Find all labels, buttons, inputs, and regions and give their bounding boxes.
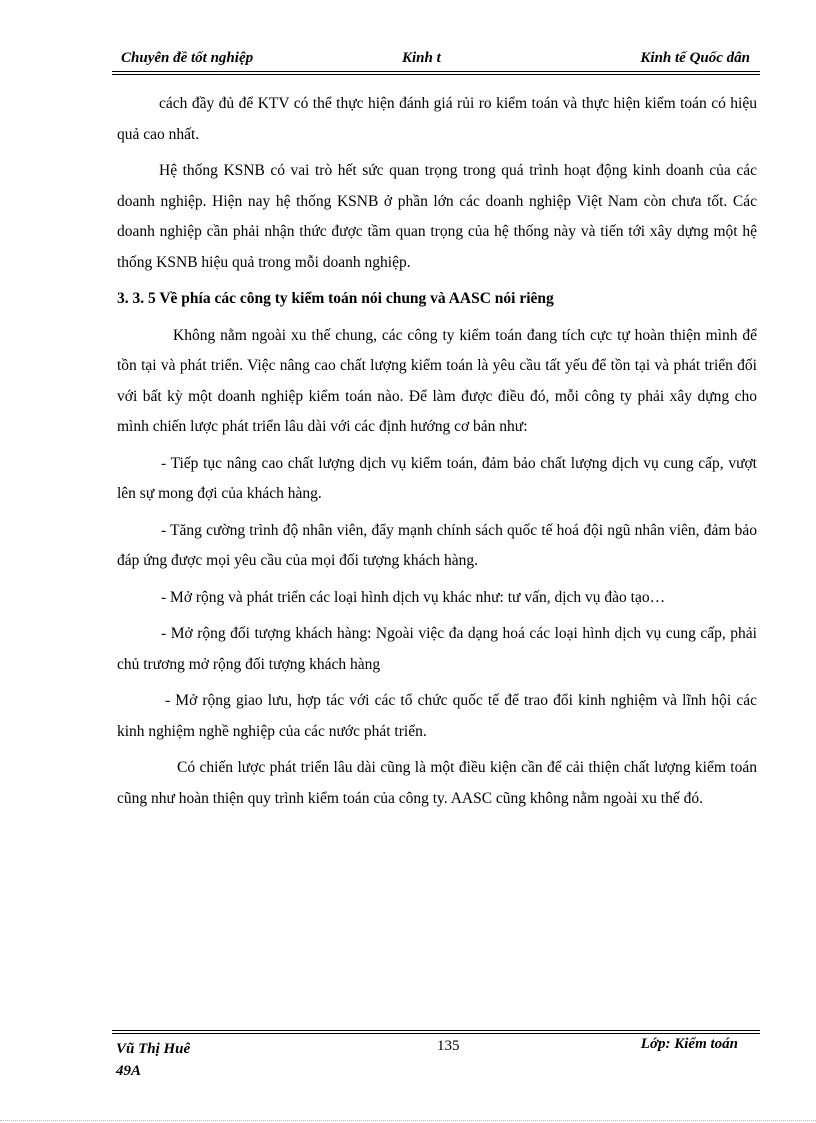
- header-thesis-title: Chuyên đề tốt nghiệp: [121, 50, 254, 66]
- page-footer: [112, 1036, 760, 1086]
- header-rule-thick: [112, 71, 760, 72]
- page-edge: [0, 1120, 816, 1121]
- footer-rule-thin: [112, 1030, 760, 1031]
- bullet-item-2: - Tăng cường trình độ nhân viên, đẩy mạnh chính sách quốc tế hoá đội ngũ nhân viên, đảm bảo đáp ứng được mọi yêu cầu của mọi đối tượng khách hàng.: [117, 521, 757, 569]
- author-name: Vũ Thị Huê: [116, 1041, 191, 1057]
- header-middle-text: Kinh t: [402, 50, 441, 66]
- author-cohort: 49A: [116, 1063, 142, 1079]
- bullet-item-4: - Mở rộng đối tượng khách hàng: Ngoài việc đa dạng hoá các loại hình dịch vụ cung cấp, phải chủ trương mở rộng đối tượng khách hàng: [117, 625, 757, 673]
- footer-class: Lớp: Kiểm toán: [640, 1036, 738, 1052]
- paragraph-conclusion: Có chiến lược phát triển lâu dài cũng là một điều kiện cần để cải thiện chất lượng kiểm toán cũng như hoàn thiện quy trình kiểm toán của công ty. AASC cũng không nằm ngoài xu thế đó.: [117, 759, 757, 807]
- paragraph-continuation: cách đầy đủ để KTV có thể thực hiện đánh giá rủi ro kiểm toán và thực hiện kiểm toán có hiệu quả cao nhất.: [117, 95, 757, 143]
- bullet-item-5: - Mở rộng giao lưu, hợp tác với các tổ chức quốc tế để trao đổi kinh nghiệm và lĩnh hội các kinh nghiệm nghề nghiệp của các nước phát triển.: [117, 692, 757, 740]
- bullet-item-3: - Mở rộng và phát triển các loại hình dịch vụ khác như: tư vấn, dịch vụ đào tạo…: [161, 588, 666, 606]
- bullet-item-1: - Tiếp tục nâng cao chất lượng dịch vụ kiểm toán, đảm bảo chất lượng dịch vụ cung cấp, vượt lên sự mong đợi của khách hàng.: [117, 454, 757, 502]
- section-heading: 3. 3. 5 Về phía các công ty kiểm toán nói chung và AASC nói riêng: [117, 290, 554, 307]
- footer-rule-thick: [112, 1033, 760, 1034]
- paragraph-intro: Không nằm ngoài xu thế chung, các công ty kiểm toán đang tích cực tự hoàn thiện mình để tồn tại và phát triển. Việc nâng cao chất lượng kiểm toán là yêu cầu tất yếu để tồn tại và phát triển đối với bất kỳ một doanh nghiệp kiểm toán nào. Để làm được điều đó, mỗi công ty phải xây dựng cho mình chiến lược phát triển lâu dài với các định hướng cơ bản như:: [117, 326, 757, 435]
- page-body: [117, 89, 757, 820]
- header-university: Kinh tế Quốc dân: [640, 50, 750, 66]
- page-number: 135: [437, 1038, 460, 1054]
- paragraph-ksnb: Hệ thống KSNB có vai trò hết sức quan trọng trong quá trình hoạt động kinh doanh của các doanh nghiệp. Hiện nay hệ thống KSNB ở phần lớn các doanh nghiệp Việt Nam còn chưa tốt. Các doanh nghiệp cần phải nhận thức được tầm quan trọng của hệ thống này và tiến tới xây dựng một hệ thống KSNB hiệu quả trong mỗi doanh nghiệp.: [117, 162, 757, 271]
- page-header: [112, 46, 760, 70]
- header-rule-thin: [112, 74, 760, 75]
- footer-author: [116, 1038, 190, 1082]
